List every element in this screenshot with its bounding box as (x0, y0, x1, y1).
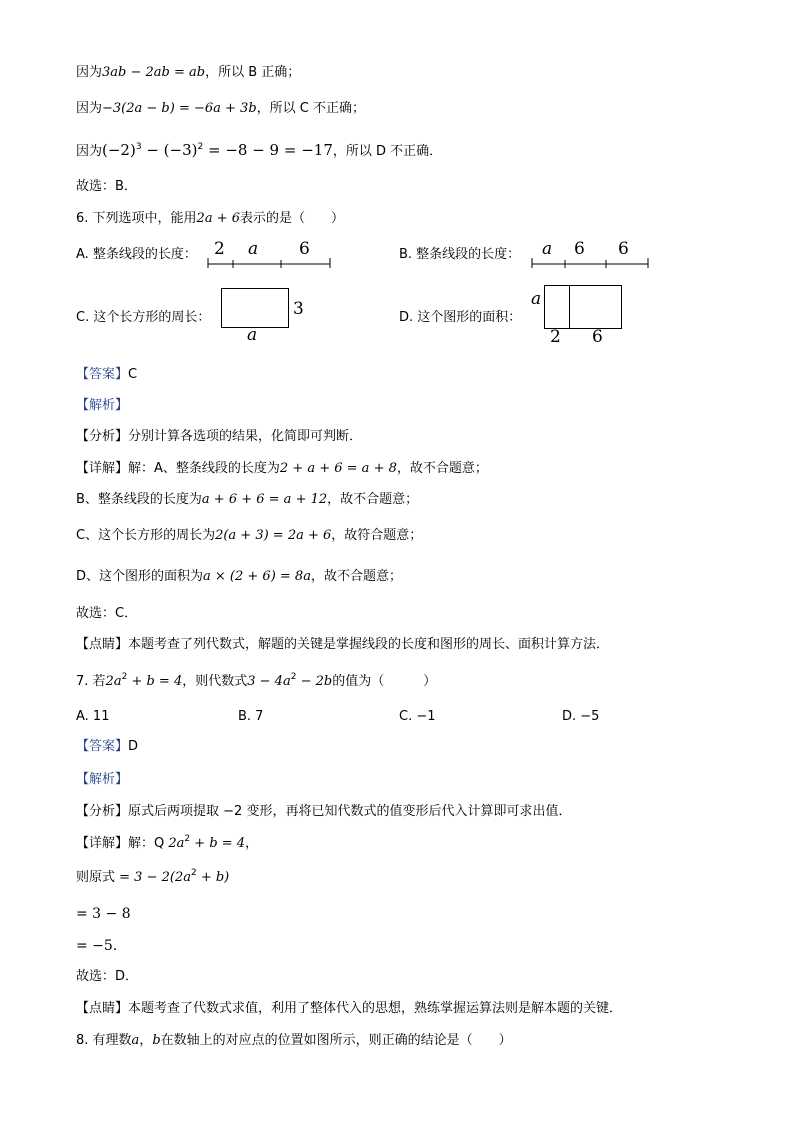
q7-step-2: = 3 − 8 (76, 906, 131, 922)
q6-option-a-label: A. 整条线段的长度： (76, 247, 197, 262)
math: 2a (168, 836, 185, 851)
text: 的值为（ ） (332, 674, 437, 689)
exponent: 2 (197, 142, 204, 152)
q7-step-3: = −5． (76, 938, 127, 954)
q7-option-a: A. 11 (76, 709, 110, 724)
q7-option-c: C. −1 (399, 709, 436, 724)
q6-xiangjie-b (76, 491, 418, 509)
exponent: 3 (135, 142, 142, 152)
math: + b = 4 (190, 836, 246, 851)
rect-side-label: 3 (293, 299, 304, 319)
math: a + 6 + 6 = a + 12 (201, 492, 328, 507)
text: 解：A、整条线段的长度为 (128, 461, 280, 476)
q6-xiangjie-d (76, 568, 402, 586)
rect-bottom-label: a (247, 325, 258, 345)
q7-option-b: B. 7 (238, 709, 264, 724)
text: ，故符合题意； (331, 528, 423, 543)
text: D、这个图形的面积为 (76, 569, 204, 584)
tag: 【详解】 (76, 461, 129, 476)
text: 8. 有理数 (76, 1033, 132, 1048)
math: 2a + 6 (196, 211, 240, 226)
rect-side-label: a (531, 289, 542, 309)
q7-xiangjie (76, 835, 258, 853)
seg-label: 6 (299, 239, 310, 259)
math: a (131, 1033, 140, 1048)
text: ，所以 B 正确； (205, 65, 301, 80)
exponent: 2 (190, 868, 197, 878)
math: − 2b (296, 674, 333, 689)
q6-option-c-figure (221, 288, 311, 348)
seg-label: 6 (618, 239, 629, 259)
q7-option-d: D. −5 (562, 709, 600, 724)
solution-line-b (76, 64, 300, 82)
q6-dianjing (76, 636, 609, 654)
math: −3(2a − b) = −6a + 3b (102, 101, 257, 116)
q6-xiangjie-c (76, 527, 422, 545)
math: 2(a + 3) = 2a + 6 (215, 528, 332, 543)
q6-option-d-figure (530, 284, 630, 350)
math: − (−3) (141, 141, 198, 159)
text: 原式后两项提取 −2 变形，再将已知代数式的值变形后代入计算即可求出值． (128, 804, 572, 819)
text: ，所以 C 不正确； (256, 101, 365, 116)
tag: 【详解】 (76, 836, 129, 851)
text: ，故不合题意； (327, 492, 419, 507)
q6-fenxi (76, 428, 362, 446)
text: ， (139, 1033, 153, 1048)
rectangle-right (569, 285, 622, 329)
segment-figure-a (206, 238, 336, 270)
q7-analysis-tag: 【解析】 (76, 772, 129, 787)
seg-label: 2 (214, 239, 225, 259)
text: 7. 若 (76, 674, 106, 689)
math: 2 + a + 6 = a + 8 (279, 461, 397, 476)
q6-choose: 故选：C． (76, 606, 138, 621)
answer-value: C (128, 367, 138, 382)
exponent: 2 (121, 672, 128, 682)
math: (−2) (102, 141, 136, 159)
q7-step-1 (76, 869, 229, 887)
answer-tag: 【答案】 (76, 739, 129, 754)
q8-stem (76, 1032, 512, 1050)
rectangle (221, 288, 289, 328)
math: 2a (105, 674, 122, 689)
rectangle-left (544, 285, 570, 329)
math: = −8 − 9 = −17 (203, 141, 333, 159)
text: B、整条线段的长度为 (76, 492, 202, 507)
text: 6. 下列选项中，能用 (76, 211, 197, 226)
text: 解：Q (128, 836, 169, 851)
text: ， (245, 836, 259, 851)
q6-answer (76, 366, 137, 384)
text: 因为 (76, 144, 103, 159)
exponent: 2 (184, 834, 191, 844)
math: 3ab − 2ab = ab (102, 65, 206, 80)
math: b (152, 1033, 161, 1048)
solution-line-c (76, 100, 365, 118)
rect-bottom-label: 2 (550, 327, 561, 347)
text: 在数轴上的对应点的位置如图所示，则正确的结论是（ ） (160, 1033, 512, 1048)
text: 分别计算各选项的结果，化简即可判断． (128, 429, 363, 444)
answer-tag: 【答案】 (76, 367, 129, 382)
q6-option-c-label: C. 这个长方形的周长： (76, 310, 211, 325)
seg-label: a (542, 239, 553, 259)
text: 因为 (76, 65, 103, 80)
answer-value: D (128, 739, 139, 754)
q6-option-b-label: B. 整条线段的长度： (399, 247, 521, 262)
q7-choose: 故选：D． (76, 969, 139, 984)
tag: 【分析】 (76, 429, 129, 444)
text: 则原式 (76, 870, 116, 885)
math: = 3 − 2(2a (115, 870, 191, 885)
choose-b: 故选：B． (76, 179, 137, 194)
solution-line-d (76, 141, 442, 161)
seg-label: a (248, 239, 259, 259)
q6-stem (76, 210, 344, 228)
seg-label: 6 (574, 239, 585, 259)
q7-fenxi (76, 803, 571, 821)
text: 本题考查了列代数式，解题的关键是掌握线段的长度和图形的周长、面积计算方法． (128, 637, 610, 652)
math: 3 − 4a (247, 674, 291, 689)
text: ，则代数式 (182, 674, 248, 689)
text: ，所以 D 不正确． (332, 144, 443, 159)
text: 本题考查了代数式求值，利用了整体代入的思想，熟练掌握运算法则是解本题的关键． (128, 1001, 623, 1016)
q7-stem (76, 673, 436, 691)
exponent: 2 (290, 672, 297, 682)
text: ，故不合题意； (396, 461, 488, 476)
tag: 【点睛】 (76, 1001, 129, 1016)
q6-option-a-figure (206, 238, 336, 270)
tag: 【点睛】 (76, 637, 129, 652)
tag: 【分析】 (76, 804, 129, 819)
math: + b = 4 (127, 674, 183, 689)
rect-bottom-label: 6 (592, 327, 603, 347)
q6-xiangjie-a (76, 460, 488, 478)
q6-analysis-tag: 【解析】 (76, 398, 129, 413)
q6-option-d-label: D. 这个图形的面积： (399, 310, 522, 325)
math: + b) (196, 870, 230, 885)
text: ，故不合题意； (310, 569, 402, 584)
q7-dianjing (76, 1000, 622, 1018)
math: a × (2 + 6) = 8a (203, 569, 311, 584)
text: 因为 (76, 101, 103, 116)
q6-option-b-figure (530, 238, 654, 270)
q7-answer (76, 738, 138, 756)
text: C、这个长方形的周长为 (76, 528, 216, 543)
text: 表示的是（ ） (240, 211, 345, 226)
